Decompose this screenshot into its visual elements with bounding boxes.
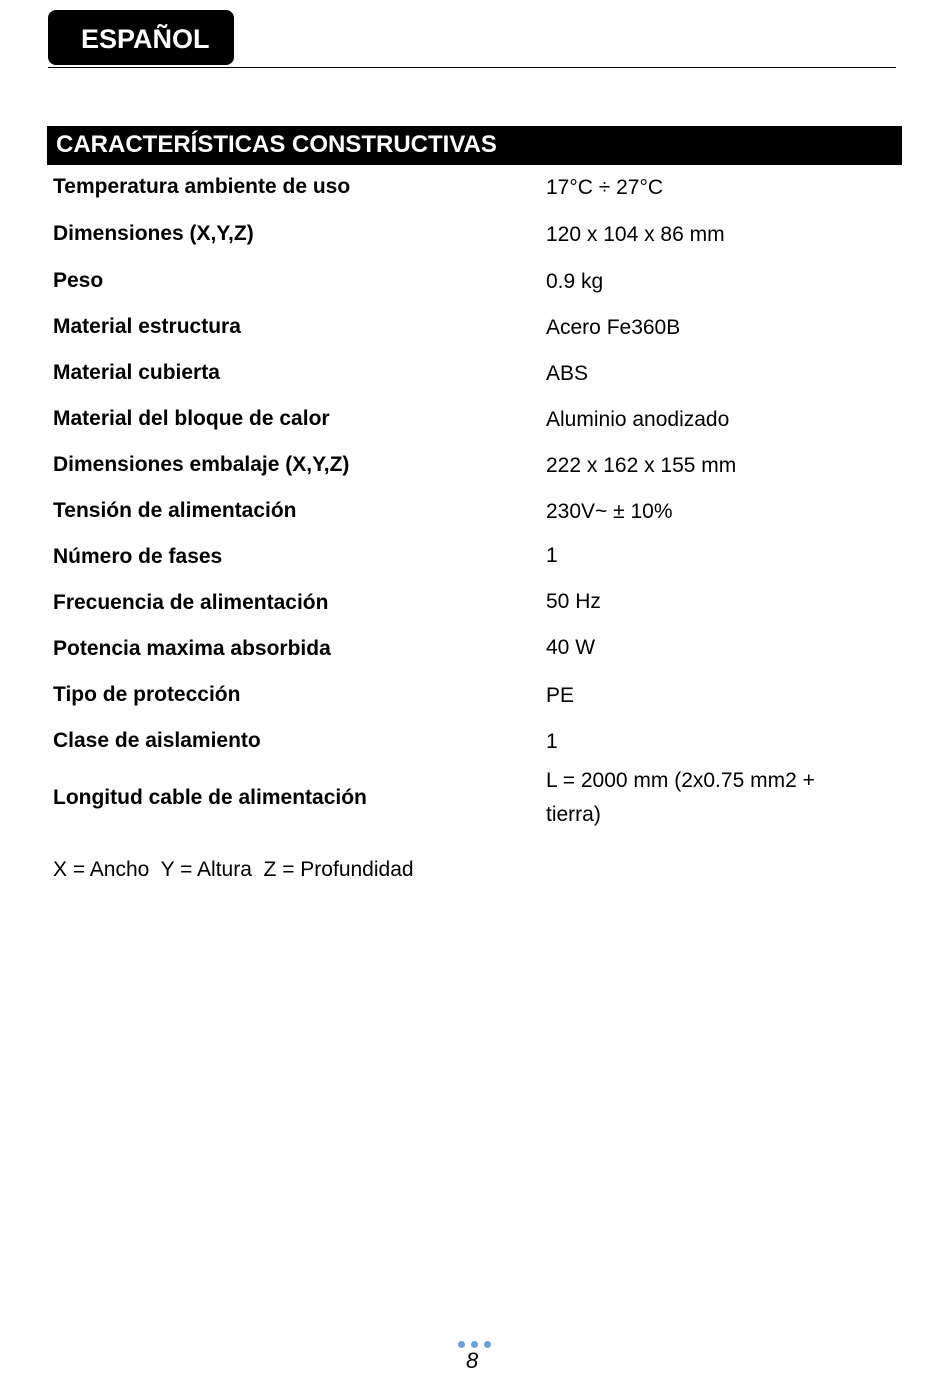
spec-value: 17°C ÷ 27°C xyxy=(546,176,664,199)
spec-value: L = 2000 mm (2x0.75 mm2 + tierra) xyxy=(546,769,815,826)
page-number: 8 xyxy=(466,1348,479,1373)
spec-label: Material cubierta xyxy=(53,361,220,384)
spec-value: PE xyxy=(546,684,575,707)
spec-label: Número de fases xyxy=(53,545,223,568)
spec-label: Clase de aislamiento xyxy=(53,729,261,752)
spec-label: Frecuencia de alimentación xyxy=(53,591,329,614)
spec-label: Tipo de protección xyxy=(53,683,241,706)
spec-value: 40 W xyxy=(546,636,596,659)
spec-label: Material del bloque de calor xyxy=(53,407,330,430)
spec-value: 222 x 162 x 155 mm xyxy=(546,454,737,477)
spec-label: Longitud cable de alimentación xyxy=(53,786,367,809)
spec-label: Peso xyxy=(53,269,104,292)
spec-value: Acero Fe360B xyxy=(546,316,681,339)
spec-value: 230V~ ± 10% xyxy=(546,500,673,523)
spec-label: Material estructura xyxy=(53,315,241,338)
dot-icon xyxy=(458,1341,465,1348)
spec-value: 1 xyxy=(546,730,558,753)
spec-label: Dimensiones (X,Y,Z) xyxy=(53,222,254,245)
spec-value: ABS xyxy=(546,362,589,385)
spec-value: 1 xyxy=(546,544,558,567)
section-title: CARACTERÍSTICAS CONSTRUCTIVAS xyxy=(47,126,902,165)
spec-value: 120 x 104 x 86 mm xyxy=(546,223,725,246)
spec-label: Dimensiones embalaje (X,Y,Z) xyxy=(53,453,350,476)
dot-icon xyxy=(484,1341,491,1348)
language-tab: ESPAÑOL xyxy=(48,10,234,65)
spec-value: 0.9 kg xyxy=(546,270,604,293)
spec-value: Aluminio anodizado xyxy=(546,408,730,431)
dot-icon xyxy=(471,1341,478,1348)
header-divider xyxy=(48,67,896,68)
spec-label: Tensión de alimentación xyxy=(53,499,297,522)
spec-label: Temperatura ambiente de uso xyxy=(53,175,351,198)
dimension-legend: X = Ancho Y = Altura Z = Profundidad xyxy=(53,858,414,881)
spec-value: 50 Hz xyxy=(546,590,601,613)
spec-label: Potencia maxima absorbida xyxy=(53,637,331,660)
